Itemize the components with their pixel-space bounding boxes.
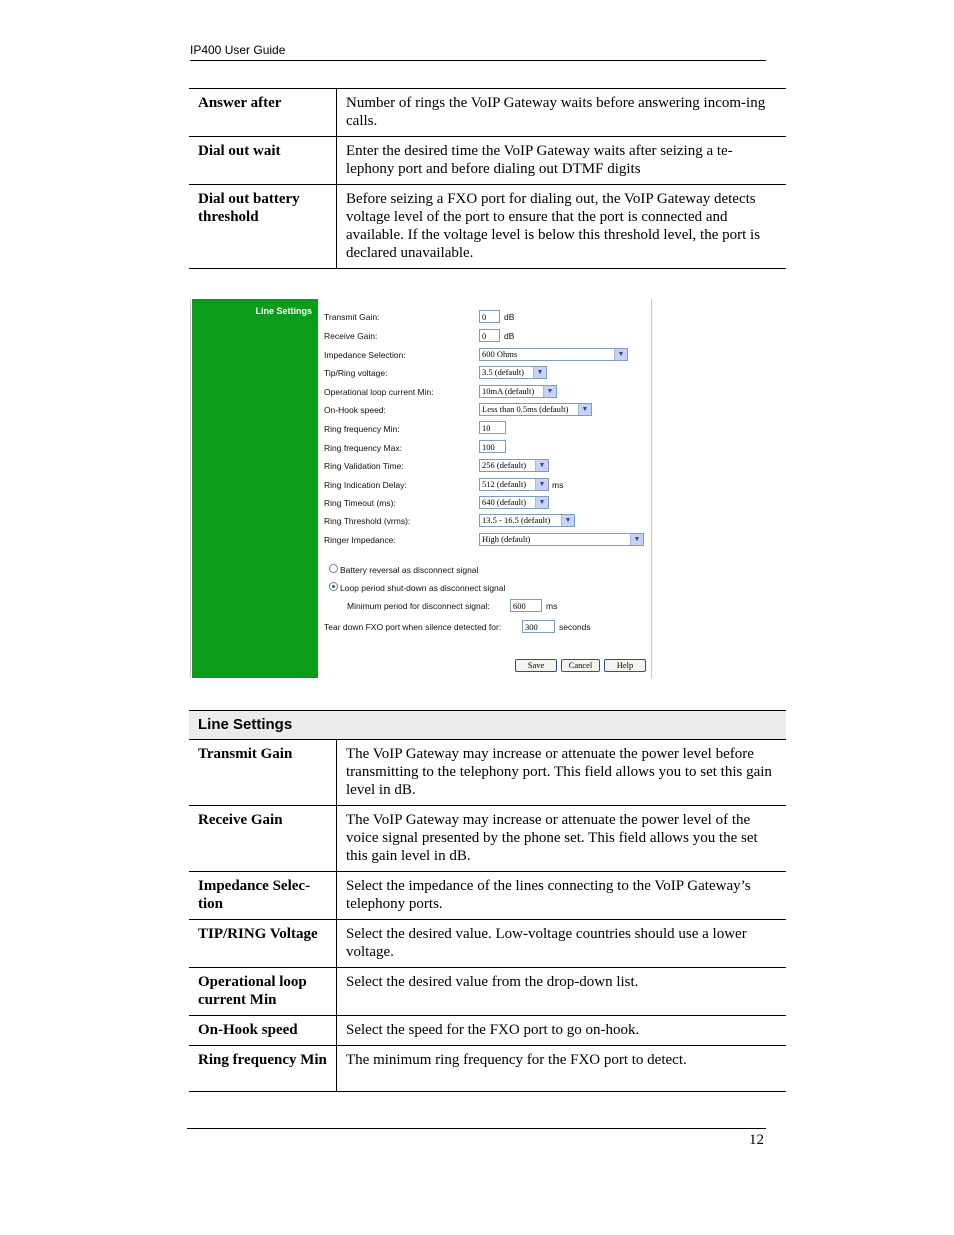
battery-reversal-label: Battery reversal as disconnect signal (340, 565, 479, 575)
table-row (189, 872, 786, 920)
ringer-impedance-value: High (default) (482, 534, 531, 544)
loop-period-label: Loop period shut-down as disconnect signal (340, 583, 506, 593)
desc-impedance-selection: Select the impedance of the lines connecting to the VoIP Gateway’s telephony ports. (337, 872, 787, 920)
transmit-gain-label: Transmit Gain: (324, 312, 380, 322)
page-number: 12 (749, 1132, 764, 1148)
min-period-label: Minimum period for disconnect signal: (347, 601, 490, 611)
receive-gain-unit: dB (504, 331, 515, 341)
chevron-down-icon: ▼ (533, 367, 546, 378)
ring-indication-unit: ms (552, 480, 564, 490)
loop-current-value: 10mA (default) (482, 386, 535, 396)
help-button[interactable]: Help (604, 659, 646, 672)
section-header-row (189, 711, 786, 740)
ring-freq-min-input[interactable]: 10 (479, 421, 506, 434)
ring-freq-min-label: Ring frequency Min: (324, 424, 400, 434)
table-row (189, 89, 786, 137)
section-title: Line Settings (189, 711, 786, 740)
min-period-input[interactable]: 600 (510, 599, 542, 612)
term-dial-out-wait: Dial out wait (189, 137, 337, 185)
term-receive-gain: Receive Gain (189, 806, 337, 872)
term-operational-loop-current: Operational loop current Min (189, 968, 337, 1016)
table-row (189, 1016, 786, 1046)
desc-ring-frequency-min: The minimum ring frequency for the FXO port to detect. (337, 1046, 787, 1092)
term-on-hook-speed: On-Hook speed (189, 1016, 337, 1046)
sidebar-item-line-settings[interactable]: Line Settings (255, 306, 312, 316)
footer-rule (187, 1128, 766, 1129)
chevron-down-icon: ▼ (630, 534, 643, 545)
desc-on-hook-speed: Select the speed for the FXO port to go on-hook. (337, 1016, 787, 1046)
table-row (189, 968, 786, 1016)
table-row (189, 920, 786, 968)
ring-validation-value: 256 (default) (482, 460, 527, 470)
chevron-down-icon: ▼ (535, 479, 548, 490)
desc-transmit-gain: The VoIP Gateway may increase or attenuate the power level before transmitting to the telephony port. This field allows you to set this gain level in dB. (337, 740, 787, 806)
ring-timeout-value: 640 (default) (482, 497, 527, 507)
loop-period-radio[interactable] (329, 582, 338, 591)
desc-dial-out-battery-threshold: Before seizing a FXO port for dialing out, the VoIP Gateway detects voltage level of the port to ensure that the port is connected and available. If the voltage level is below this threshold level, the port is declared unavailable. (337, 185, 787, 269)
impedance-label: Impedance Selection: (324, 350, 406, 360)
cancel-button[interactable]: Cancel (561, 659, 600, 672)
impedance-value: 600 Ohms (482, 349, 518, 359)
table-row (189, 137, 786, 185)
chevron-down-icon: ▼ (614, 349, 627, 360)
line-settings-table (189, 710, 786, 1092)
transmit-gain-unit: dB (504, 312, 515, 322)
chevron-down-icon: ▼ (543, 386, 556, 397)
table-row (189, 740, 786, 806)
chevron-down-icon: ▼ (561, 515, 574, 526)
chevron-down-icon: ▼ (535, 460, 548, 471)
table-row (189, 1046, 786, 1092)
table-row (189, 185, 786, 269)
ring-threshold-select[interactable] (479, 514, 575, 527)
on-hook-label: On-Hook speed: (324, 405, 386, 415)
screenshot-left-border (190, 299, 191, 678)
term-impedance-selection: Impedance Selec-tion (189, 872, 337, 920)
desc-receive-gain: The VoIP Gateway may increase or attenuate the power level of the voice signal presented by the phone set. This field allows you the set this gain level in dB. (337, 806, 787, 872)
term-tip-ring-voltage: TIP/RING Voltage (189, 920, 337, 968)
desc-operational-loop-current: Select the desired value from the drop-down list. (337, 968, 787, 1016)
header-rule (190, 60, 766, 61)
ring-indication-label: Ring Indication Delay: (324, 480, 407, 490)
desc-dial-out-wait: Enter the desired time the VoIP Gateway waits after seizing a te-lephony port and before dialing out DTMF digits (337, 137, 787, 185)
transmit-gain-input[interactable]: 0 (479, 310, 500, 323)
page-header: IP400 User Guide (190, 43, 286, 57)
on-hook-select[interactable] (479, 403, 592, 416)
ring-timeout-label: Ring Timeout (ms): (324, 498, 396, 508)
ringer-impedance-label: Ringer Impedance: (324, 535, 396, 545)
term-ring-frequency-min: Ring frequency Min (189, 1046, 337, 1092)
ring-freq-max-label: Ring frequency Max: (324, 443, 402, 453)
ring-timeout-select[interactable] (479, 496, 549, 509)
min-period-unit: ms (546, 601, 558, 611)
term-transmit-gain: Transmit Gain (189, 740, 337, 806)
teardown-label: Tear down FXO port when silence detected for: (324, 622, 502, 632)
battery-reversal-radio[interactable] (329, 564, 338, 573)
teardown-unit: seconds (559, 622, 591, 632)
desc-answer-after: Number of rings the VoIP Gateway waits before answering incom-ing calls. (337, 89, 787, 137)
term-dial-out-battery-threshold: Dial out battery threshold (189, 185, 337, 269)
teardown-input[interactable]: 300 (522, 620, 555, 633)
ring-indication-select[interactable] (479, 478, 549, 491)
save-button[interactable]: Save (515, 659, 557, 672)
tip-ring-label: Tip/Ring voltage: (324, 368, 388, 378)
tip-ring-select[interactable] (479, 366, 547, 379)
sidebar-panel (192, 299, 318, 678)
term-answer-after: Answer after (189, 89, 337, 137)
ring-validation-label: Ring Validation Time: (324, 461, 404, 471)
loop-current-label: Operational loop current Min: (324, 387, 434, 397)
chevron-down-icon: ▼ (578, 404, 591, 415)
on-hook-value: Less than 0.5ms (default) (482, 404, 569, 414)
desc-tip-ring-voltage: Select the desired value. Low-voltage countries should use a lower voltage. (337, 920, 787, 968)
ring-threshold-label: Ring Threshold (vrms): (324, 516, 411, 526)
line-settings-screenshot (190, 299, 652, 678)
impedance-select[interactable] (479, 348, 628, 361)
receive-gain-input[interactable]: 0 (479, 329, 500, 342)
top-settings-table (189, 88, 786, 269)
receive-gain-label: Receive Gain: (324, 331, 378, 341)
chevron-down-icon: ▼ (535, 497, 548, 508)
ring-threshold-value: 13.5 - 16.5 (default) (482, 515, 551, 525)
ring-indication-value: 512 (default) (482, 479, 527, 489)
table-row (189, 806, 786, 872)
loop-current-select[interactable] (479, 385, 557, 398)
tip-ring-value: 3.5 (default) (482, 367, 525, 377)
ring-validation-select[interactable] (479, 459, 549, 472)
ringer-impedance-select[interactable] (479, 533, 644, 546)
ring-freq-max-input[interactable]: 100 (479, 440, 506, 453)
